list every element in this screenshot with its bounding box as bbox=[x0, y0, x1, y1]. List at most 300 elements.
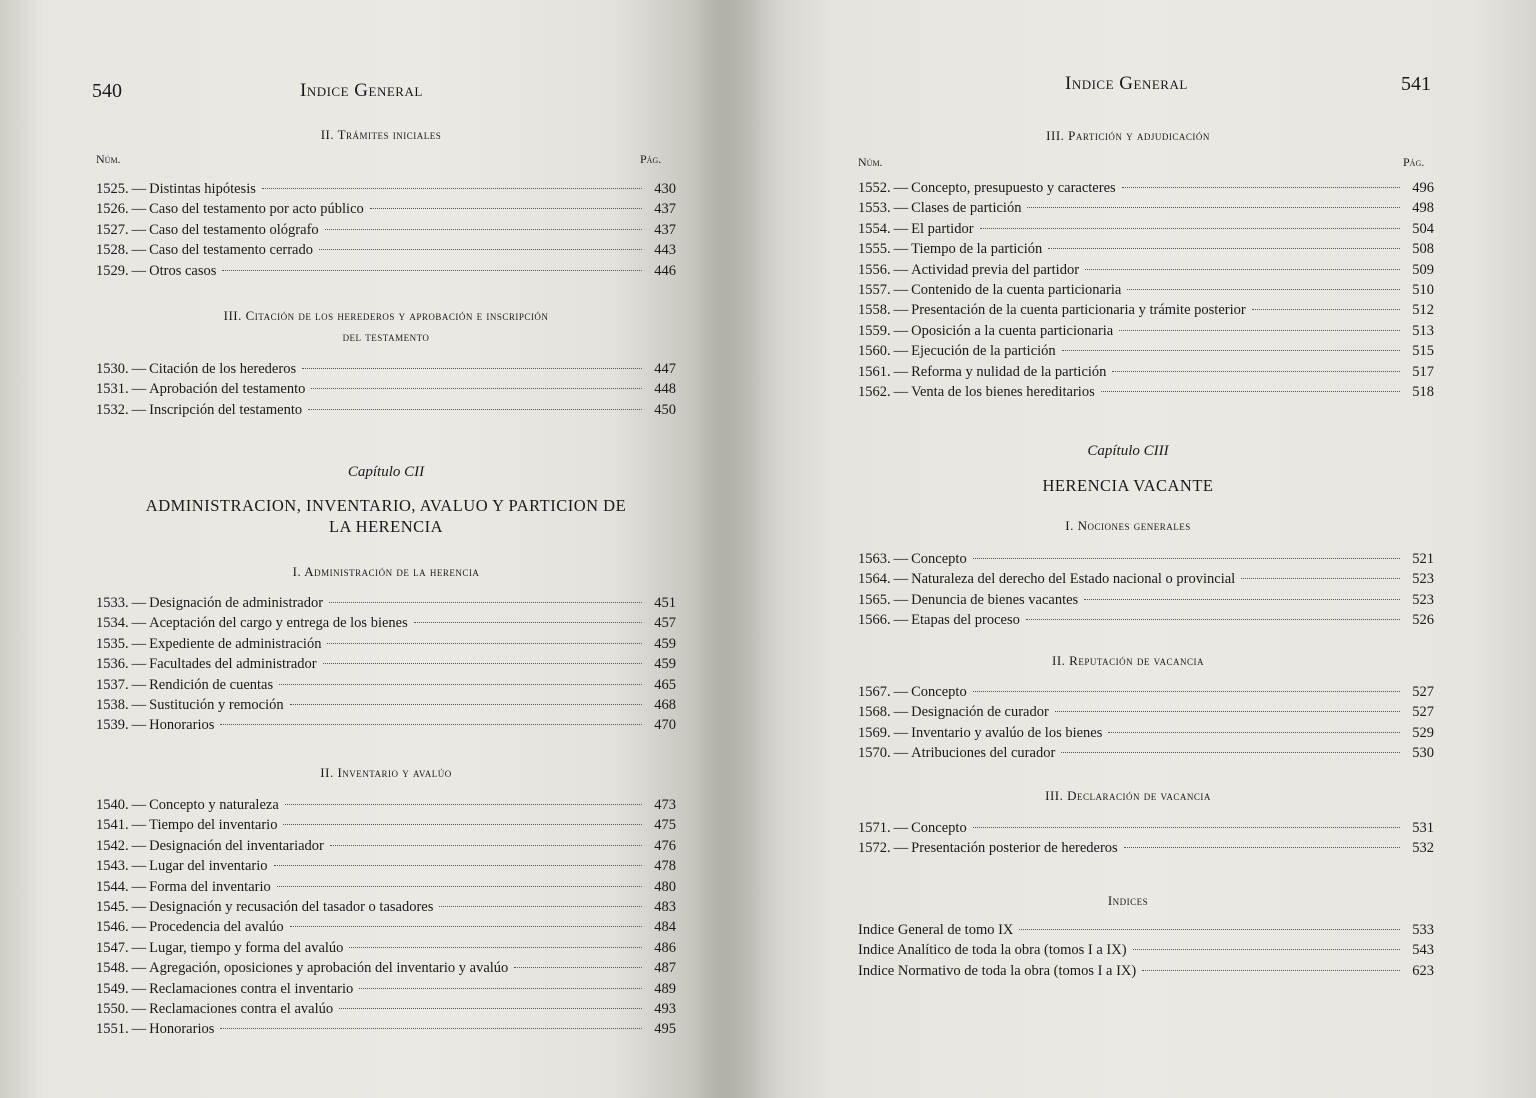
entry-page: 493 bbox=[654, 1000, 676, 1017]
entry-dash: — bbox=[893, 591, 909, 608]
entry-dash: — bbox=[893, 261, 909, 278]
entry-page: 533 bbox=[1412, 922, 1434, 938]
dot-leader bbox=[1142, 970, 1400, 971]
entry-dash: — bbox=[893, 241, 909, 258]
toc-entry bbox=[96, 654, 676, 674]
column-header-num: Núm. bbox=[96, 152, 121, 166]
entry-list bbox=[858, 920, 1434, 981]
entry-title: Otros casos bbox=[149, 262, 217, 279]
entry-number: 1545. bbox=[96, 898, 129, 915]
dot-leader bbox=[277, 886, 642, 887]
toc-entry bbox=[96, 856, 676, 876]
entry-title: Designación del inventariador bbox=[149, 837, 324, 854]
entry-number: 1552. bbox=[858, 180, 891, 196]
entry-number: 1535. bbox=[96, 635, 129, 652]
dot-leader bbox=[283, 824, 642, 825]
dot-leader bbox=[1048, 248, 1400, 249]
entry-number: 1546. bbox=[96, 919, 129, 936]
entry-dash: — bbox=[131, 1021, 147, 1038]
dot-leader bbox=[514, 967, 642, 968]
dot-leader bbox=[220, 724, 642, 725]
entry-page: 529 bbox=[1412, 724, 1434, 741]
section-heading-continued: del testamento bbox=[342, 329, 430, 344]
toc-entry bbox=[96, 634, 676, 654]
entry-number: 1560. bbox=[858, 343, 891, 360]
toc-entry bbox=[96, 715, 676, 735]
entry-title: Reclamaciones contra el inventario bbox=[149, 980, 354, 997]
toc-entry bbox=[96, 400, 676, 420]
toc-entry bbox=[858, 590, 1434, 610]
entry-number: 1527. bbox=[96, 221, 129, 238]
entry-page: 447 bbox=[654, 361, 676, 377]
dot-leader bbox=[1101, 391, 1400, 392]
entry-number: 1534. bbox=[96, 615, 129, 632]
column-header-pag: Pág. bbox=[640, 152, 662, 166]
entry-number: 1542. bbox=[96, 837, 129, 854]
entry-list bbox=[96, 179, 676, 281]
entry-page: 486 bbox=[654, 939, 676, 956]
entry-title: Presentación de la cuenta particionaria y trámite posterior bbox=[911, 302, 1246, 319]
entry-page: 623 bbox=[1412, 962, 1434, 979]
entry-title: Oposición a la cuenta particionaria bbox=[911, 322, 1114, 339]
entry-number: 1536. bbox=[96, 656, 129, 673]
entry-title: Sustitución y remoción bbox=[149, 696, 284, 713]
entry-title: El partidor bbox=[911, 220, 974, 237]
toc-entry bbox=[96, 199, 676, 219]
toc-entry bbox=[96, 979, 676, 999]
entry-dash: — bbox=[131, 797, 147, 813]
dot-leader bbox=[349, 947, 642, 948]
entry-title: Lugar, tiempo y forma del avalúo bbox=[149, 939, 344, 956]
entry-dash: — bbox=[893, 684, 909, 700]
running-head: Indice General bbox=[1065, 73, 1188, 94]
entry-dash: — bbox=[131, 939, 147, 956]
entry-list bbox=[96, 359, 676, 420]
entry-page: 468 bbox=[654, 696, 676, 713]
entry-title: Concepto bbox=[911, 551, 967, 567]
section-heading: III. Citación de los herederos y aprobación e inscripción bbox=[223, 308, 549, 323]
entry-title: Designación y recusación del tasador o tasadores bbox=[149, 898, 434, 915]
toc-entry bbox=[96, 179, 676, 199]
entry-dash: — bbox=[131, 696, 147, 713]
entry-title: Ejecución de la partición bbox=[911, 343, 1056, 360]
column-header-pag: Pág. bbox=[1403, 155, 1425, 169]
toc-entry bbox=[858, 260, 1434, 280]
entry-number: 1539. bbox=[96, 717, 129, 734]
entry-page: 446 bbox=[654, 262, 676, 279]
entry-list bbox=[858, 549, 1434, 631]
entry-number: 1538. bbox=[96, 696, 129, 713]
entry-number: 1537. bbox=[96, 676, 129, 693]
entry-dash: — bbox=[131, 858, 147, 875]
entry-dash: — bbox=[131, 817, 147, 834]
section-heading: II. Inventario y avalúo bbox=[320, 765, 452, 780]
entry-number: 1565. bbox=[858, 591, 891, 608]
entry-dash: — bbox=[131, 242, 147, 259]
entry-title: Reforma y nulidad de la partición bbox=[911, 363, 1107, 380]
toc-entry bbox=[858, 702, 1434, 722]
entry-title: Tiempo de la partición bbox=[911, 241, 1043, 258]
entry-page: 509 bbox=[1412, 261, 1434, 278]
entry-title: Denuncia de bienes vacantes bbox=[911, 591, 1079, 608]
toc-entry bbox=[858, 341, 1434, 361]
entry-number: 1548. bbox=[96, 960, 129, 977]
entry-dash: — bbox=[131, 381, 147, 398]
dot-leader bbox=[290, 926, 642, 927]
entry-number: 1554. bbox=[858, 220, 891, 237]
entry-title: Honorarios bbox=[149, 1021, 215, 1038]
entry-page: 513 bbox=[1412, 322, 1434, 339]
entry-title: Clases de partición bbox=[911, 200, 1022, 217]
entry-number: 1561. bbox=[858, 363, 891, 380]
dot-leader bbox=[1124, 847, 1400, 848]
dot-leader bbox=[222, 270, 642, 271]
entry-page: 510 bbox=[1412, 281, 1434, 298]
entry-page: 451 bbox=[654, 595, 676, 611]
toc-entry bbox=[96, 613, 676, 633]
entry-dash: — bbox=[893, 840, 909, 857]
entry-title: Concepto, presupuesto y caracteres bbox=[911, 180, 1116, 196]
entry-dash: — bbox=[131, 919, 147, 936]
entry-page: 459 bbox=[654, 635, 676, 652]
dot-leader bbox=[973, 691, 1400, 692]
entry-title: Indice Normativo de toda la obra (tomos I a IX) bbox=[858, 962, 1137, 979]
entry-page: 437 bbox=[654, 201, 676, 218]
dot-leader bbox=[274, 865, 643, 866]
toc-entry bbox=[858, 743, 1434, 763]
dot-leader bbox=[302, 368, 642, 369]
toc-entry bbox=[96, 359, 676, 379]
entry-dash: — bbox=[893, 704, 909, 721]
toc-entry bbox=[858, 219, 1434, 239]
dot-leader bbox=[1062, 350, 1400, 351]
entry-page: 483 bbox=[654, 898, 676, 915]
entry-number: 1564. bbox=[858, 571, 891, 588]
entry-page: 498 bbox=[1412, 200, 1434, 217]
entry-title: Contenido de la cuenta particionaria bbox=[911, 281, 1122, 298]
dot-leader bbox=[1252, 309, 1400, 310]
section-heading: III. Partición y adjudicación bbox=[1046, 128, 1210, 143]
entry-dash: — bbox=[893, 612, 909, 629]
toc-entry bbox=[858, 300, 1434, 320]
entry-title: Rendición de cuentas bbox=[149, 676, 274, 693]
entry-title: Lugar del inventario bbox=[149, 858, 268, 875]
dot-leader bbox=[439, 906, 642, 907]
entry-list bbox=[96, 795, 676, 1040]
toc-entry bbox=[96, 240, 676, 260]
dot-leader bbox=[1061, 752, 1400, 753]
entry-title: Caso del testamento por acto público bbox=[149, 201, 364, 218]
entry-dash: — bbox=[131, 615, 147, 632]
toc-entry bbox=[96, 958, 676, 978]
entry-list bbox=[858, 818, 1434, 859]
entry-title: Distintas hipótesis bbox=[149, 181, 256, 197]
section-heading: II. Trámites iniciales bbox=[320, 127, 442, 142]
entry-dash: — bbox=[893, 180, 909, 196]
dot-leader bbox=[414, 622, 642, 623]
entry-title: Concepto bbox=[911, 820, 967, 836]
entry-number: 1525. bbox=[96, 181, 129, 197]
entry-title: Agregación, oposiciones y aprobación del inventario y avalúo bbox=[149, 960, 509, 977]
entry-dash: — bbox=[131, 221, 147, 238]
running-head: Indice General bbox=[300, 80, 423, 101]
dot-leader bbox=[1084, 599, 1400, 600]
dot-leader bbox=[1119, 330, 1400, 331]
entry-number: 1531. bbox=[96, 381, 129, 398]
entry-number: 1566. bbox=[858, 612, 891, 629]
entry-page: 543 bbox=[1412, 942, 1434, 959]
toc-entry bbox=[858, 362, 1434, 382]
chapter-title-continued: LA HERENCIA bbox=[328, 517, 444, 536]
entry-title: Etapas del proceso bbox=[911, 612, 1020, 629]
entry-title: Expediente de administración bbox=[149, 635, 322, 652]
entry-dash: — bbox=[131, 201, 147, 218]
entry-dash: — bbox=[893, 724, 909, 741]
toc-entry bbox=[96, 261, 676, 281]
entry-number: 1551. bbox=[96, 1021, 129, 1038]
entry-dash: — bbox=[131, 878, 147, 895]
entry-page: 515 bbox=[1412, 343, 1434, 360]
entry-dash: — bbox=[131, 960, 147, 977]
entry-dash: — bbox=[893, 363, 909, 380]
entry-list bbox=[858, 178, 1434, 402]
page-number: 541 bbox=[1401, 73, 1431, 95]
entry-title: Concepto bbox=[911, 684, 967, 700]
entry-page: 473 bbox=[654, 797, 676, 813]
dot-leader bbox=[262, 188, 642, 189]
entry-page: 437 bbox=[654, 221, 676, 238]
entry-title: Citación de los herederos bbox=[149, 361, 297, 377]
toc-entry bbox=[96, 897, 676, 917]
toc-entry bbox=[858, 818, 1434, 838]
toc-entry bbox=[96, 836, 676, 856]
entry-number: 1529. bbox=[96, 262, 129, 279]
entry-page: 530 bbox=[1412, 745, 1434, 762]
toc-entry bbox=[96, 999, 676, 1019]
entry-page: 531 bbox=[1412, 820, 1434, 836]
entry-number: 1540. bbox=[96, 797, 129, 813]
entry-list bbox=[96, 593, 676, 736]
entry-number: 1528. bbox=[96, 242, 129, 259]
entry-title: Aprobación del testamento bbox=[149, 381, 306, 398]
toc-entry bbox=[96, 675, 676, 695]
entry-number: 1572. bbox=[858, 840, 891, 857]
entry-page: 523 bbox=[1412, 591, 1434, 608]
entry-page: 459 bbox=[654, 656, 676, 673]
entry-dash: — bbox=[131, 676, 147, 693]
dot-leader bbox=[329, 602, 642, 603]
entry-page: 512 bbox=[1412, 302, 1434, 319]
chapter-title: ADMINISTRACION, INVENTARIO, AVALUO Y PARTICION DE bbox=[145, 496, 627, 515]
dot-leader bbox=[285, 804, 642, 805]
dot-leader bbox=[973, 558, 1400, 559]
left-page bbox=[0, 0, 720, 1098]
entry-page: 527 bbox=[1412, 704, 1434, 721]
entry-dash: — bbox=[893, 200, 909, 217]
entry-title: Designación de administrador bbox=[149, 595, 324, 611]
dot-leader bbox=[279, 684, 642, 685]
section-heading: II. Reputación de vacancia bbox=[1052, 653, 1204, 668]
entry-dash: — bbox=[131, 595, 147, 611]
entry-number: 1559. bbox=[858, 322, 891, 339]
entry-page: 476 bbox=[654, 837, 676, 854]
entry-page: 508 bbox=[1412, 241, 1434, 258]
entry-page: 448 bbox=[654, 381, 676, 398]
entry-number: 1530. bbox=[96, 361, 129, 377]
entry-dash: — bbox=[893, 302, 909, 319]
dot-leader bbox=[359, 988, 642, 989]
entry-page: 489 bbox=[654, 980, 676, 997]
entry-number: 1533. bbox=[96, 595, 129, 611]
entry-number: 1558. bbox=[858, 302, 891, 319]
entry-title: Reclamaciones contra el avalúo bbox=[149, 1000, 334, 1017]
section-heading: Indices bbox=[1107, 893, 1149, 908]
dot-leader bbox=[311, 388, 642, 389]
toc-entry bbox=[96, 795, 676, 815]
toc-entry bbox=[96, 1019, 676, 1039]
dot-leader bbox=[1055, 711, 1400, 712]
entry-page: 478 bbox=[654, 858, 676, 875]
entry-title: Naturaleza del derecho del Estado nacional o provincial bbox=[911, 571, 1236, 588]
right-page bbox=[720, 0, 1536, 1098]
toc-entry bbox=[858, 549, 1434, 569]
entry-title: Honorarios bbox=[149, 717, 215, 734]
toc-entry bbox=[858, 920, 1434, 940]
entry-dash: — bbox=[131, 1000, 147, 1017]
entry-title: Caso del testamento cerrado bbox=[149, 242, 313, 259]
toc-entry bbox=[858, 682, 1434, 702]
entry-number: 1526. bbox=[96, 201, 129, 218]
entry-dash: — bbox=[131, 635, 147, 652]
entry-number: 1567. bbox=[858, 684, 891, 700]
dot-leader bbox=[339, 1008, 642, 1009]
toc-entry bbox=[96, 379, 676, 399]
dot-leader bbox=[973, 827, 1400, 828]
entry-dash: — bbox=[893, 820, 909, 836]
entry-dash: — bbox=[893, 383, 909, 400]
entry-number: 1544. bbox=[96, 878, 129, 895]
entry-number: 1563. bbox=[858, 551, 891, 567]
entry-page: 487 bbox=[654, 960, 676, 977]
entry-number: 1570. bbox=[858, 745, 891, 762]
toc-entry bbox=[96, 695, 676, 715]
entry-dash: — bbox=[893, 220, 909, 237]
dot-leader bbox=[319, 249, 642, 250]
dot-leader bbox=[1108, 732, 1400, 733]
entry-page: 470 bbox=[654, 717, 676, 734]
toc-entry bbox=[96, 938, 676, 958]
entry-list bbox=[858, 682, 1434, 764]
entry-title: Designación de curador bbox=[911, 704, 1049, 721]
entry-title: Facultades del administrador bbox=[149, 656, 317, 673]
entry-dash: — bbox=[131, 837, 147, 854]
entry-page: 495 bbox=[654, 1021, 676, 1038]
toc-entry bbox=[858, 382, 1434, 402]
entry-title: Concepto y naturaleza bbox=[149, 797, 279, 813]
toc-entry bbox=[858, 610, 1434, 630]
entry-title: Presentación posterior de herederos bbox=[911, 840, 1118, 857]
dot-leader bbox=[1133, 949, 1400, 950]
entry-number: 1571. bbox=[858, 820, 891, 836]
toc-entry bbox=[858, 280, 1434, 300]
entry-dash: — bbox=[893, 322, 909, 339]
entry-page: 443 bbox=[654, 242, 676, 259]
entry-dash: — bbox=[893, 343, 909, 360]
entry-number: 1562. bbox=[858, 383, 891, 400]
entry-title: Atribuciones del curador bbox=[911, 745, 1056, 762]
entry-page: 523 bbox=[1412, 571, 1434, 588]
toc-entry bbox=[858, 239, 1434, 259]
entry-dash: — bbox=[893, 571, 909, 588]
section-heading: III. Declaración de vacancia bbox=[1045, 788, 1211, 803]
entry-title: Procedencia del avalúo bbox=[149, 919, 284, 936]
toc-entry bbox=[96, 220, 676, 240]
dot-leader bbox=[220, 1028, 642, 1029]
entry-title: Venta de los bienes hereditarios bbox=[911, 383, 1095, 400]
entry-page: 457 bbox=[654, 615, 676, 632]
entry-title: Indice General de tomo IX bbox=[858, 922, 1014, 938]
dot-leader bbox=[1241, 578, 1400, 579]
toc-entry bbox=[858, 940, 1434, 960]
toc-entry bbox=[858, 569, 1434, 589]
entry-title: Aceptación del cargo y entrega de los bienes bbox=[149, 615, 408, 632]
toc-entry bbox=[96, 593, 676, 613]
page-number: 540 bbox=[92, 80, 122, 102]
entry-page: 465 bbox=[654, 676, 676, 693]
entry-number: 1569. bbox=[858, 724, 891, 741]
toc-entry bbox=[858, 321, 1434, 341]
entry-dash: — bbox=[893, 551, 909, 567]
toc-entry bbox=[96, 877, 676, 897]
toc-entry bbox=[858, 178, 1434, 198]
entry-page: 532 bbox=[1412, 840, 1434, 857]
dot-leader bbox=[323, 663, 642, 664]
dot-leader bbox=[1027, 207, 1400, 208]
entry-number: 1543. bbox=[96, 858, 129, 875]
toc-entry bbox=[858, 723, 1434, 743]
column-header-num: Núm. bbox=[858, 155, 883, 169]
entry-dash: — bbox=[131, 361, 147, 377]
entry-title: Actividad previa del partidor bbox=[911, 261, 1080, 278]
entry-number: 1556. bbox=[858, 261, 891, 278]
entry-page: 484 bbox=[654, 919, 676, 936]
toc-entry bbox=[858, 961, 1434, 981]
entry-title: Inventario y avalúo de los bienes bbox=[911, 724, 1103, 741]
entry-title: Caso del testamento ológrafo bbox=[149, 221, 319, 238]
entry-title: Forma del inventario bbox=[149, 878, 271, 895]
entry-dash: — bbox=[131, 262, 147, 279]
entry-page: 521 bbox=[1412, 551, 1434, 567]
entry-dash: — bbox=[131, 181, 147, 197]
entry-dash: — bbox=[131, 717, 147, 734]
entry-number: 1532. bbox=[96, 401, 129, 418]
section-heading: I. Administración de la herencia bbox=[292, 564, 480, 579]
dot-leader bbox=[330, 845, 642, 846]
entry-page: 518 bbox=[1412, 383, 1434, 400]
dot-leader bbox=[1085, 269, 1400, 270]
toc-entry bbox=[858, 838, 1434, 858]
section-heading: I. Nociones generales bbox=[1065, 518, 1191, 533]
entry-number: 1549. bbox=[96, 980, 129, 997]
entry-page: 526 bbox=[1412, 612, 1434, 629]
entry-number: 1541. bbox=[96, 817, 129, 834]
entry-dash: — bbox=[131, 980, 147, 997]
dot-leader bbox=[308, 409, 642, 410]
entry-page: 450 bbox=[654, 401, 676, 418]
entry-title: Inscripción del testamento bbox=[149, 401, 303, 418]
entry-title: Tiempo del inventario bbox=[149, 817, 278, 834]
entry-number: 1557. bbox=[858, 281, 891, 298]
